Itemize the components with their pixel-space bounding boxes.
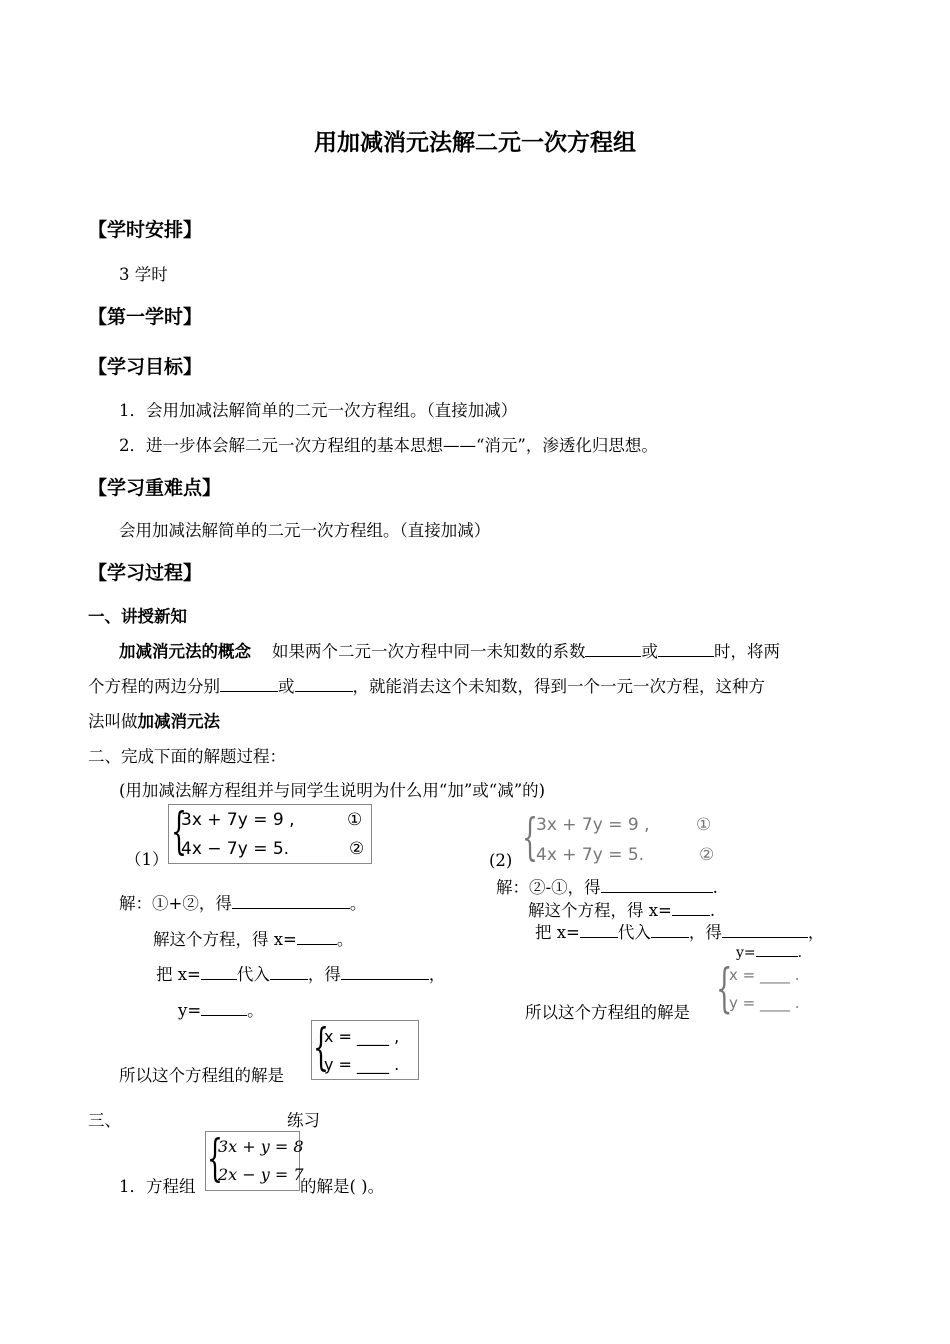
fill-blank[interactable] [756, 943, 798, 957]
step-text: 解这个方程，得 x= [528, 901, 672, 920]
fill-blank[interactable] [201, 963, 237, 980]
equation-3: 3x + 7y = 9 , [536, 815, 650, 835]
answer-y: y = ____ . [324, 1055, 400, 1074]
key-points-text: 会用加减法解简单的二元一次方程组。（直接加减） [119, 521, 491, 540]
problem-2-number: (2) [489, 851, 513, 870]
fill-blank[interactable] [341, 963, 429, 980]
equation-2-mark: ② [349, 839, 365, 859]
equation-system-1 [168, 804, 372, 864]
equation-3-mark: ① [696, 815, 712, 835]
schedule-text: 3 学时 [119, 265, 168, 284]
fill-blank[interactable] [672, 899, 710, 916]
equation-4: 4x + 7y = 5. [536, 845, 645, 865]
fill-blank[interactable] [651, 921, 689, 938]
left-answer-system [311, 1020, 419, 1080]
brace-icon: { [522, 808, 538, 866]
step-text: 解：①+②，得 [119, 894, 232, 913]
left-step-3 [156, 961, 445, 985]
right-conclusion: 所以这个方程组的解是 [525, 1003, 690, 1022]
question-1-prefix: 1．方程组 [119, 1177, 196, 1196]
fill-blank[interactable] [658, 640, 714, 657]
left-step-2 [153, 926, 353, 950]
question-1-eq1: 3x + y = 8 [218, 1137, 304, 1156]
concept-text-5: 法叫做 [88, 712, 138, 731]
step-text: y= [736, 945, 756, 961]
fill-blank[interactable] [297, 928, 337, 945]
brace-icon: { [171, 802, 187, 860]
step-text: 解这个方程，得 x= [153, 930, 297, 949]
fill-blank[interactable] [722, 921, 808, 938]
concept-text-4: ，就能消去这个未知数，得到一个一元一次方程，这种方 [352, 677, 765, 696]
equation-1: 3x + 7y = 9 , [181, 810, 295, 830]
brace-icon: { [313, 1018, 329, 1076]
step-text: 解：②-①，得 [496, 878, 601, 897]
concept-text-2: 时，将两 [713, 642, 780, 661]
key-points-heading: 【学习重难点】 [88, 477, 222, 499]
page-title: 用加减消元法解二元一次方程组 [314, 130, 636, 156]
left-conclusion: 所以这个方程组的解是 [119, 1066, 284, 1085]
right-step-4 [736, 943, 802, 961]
step-text: 。 [336, 930, 354, 949]
concept-text-3: 个方程的两边分别 [88, 677, 220, 696]
step-text: . [712, 878, 718, 897]
concept-term: 加减消元法 [137, 712, 220, 731]
right-step-2 [528, 897, 715, 921]
fill-blank[interactable] [201, 999, 247, 1016]
concept-label: 加减消元法的概念 [119, 642, 251, 661]
right-step-3 [535, 919, 824, 943]
schedule-heading: 【学时安排】 [88, 219, 203, 241]
goal-2: 2．进一步体会解二元一次方程组的基本思想——“消元”，渗透化归思想。 [119, 436, 658, 455]
concept-text-1: 如果两个二元一次方程中同一未知数的系数 [271, 642, 586, 661]
process-heading: 【学习过程】 [88, 562, 203, 584]
step-text: y= [178, 1001, 202, 1020]
fill-blank[interactable] [585, 640, 641, 657]
equation-2: 4x − 7y = 5. [181, 839, 290, 859]
left-step-4 [178, 997, 264, 1021]
step-text: . [797, 945, 803, 961]
brace-icon: { [207, 1129, 223, 1187]
concept-line-1 [119, 638, 780, 662]
brace-icon: { [716, 959, 733, 1019]
left-step-1 [119, 890, 366, 914]
step-text: ， [807, 923, 825, 942]
fill-blank[interactable] [220, 675, 278, 692]
step-text: 把 x= [535, 923, 580, 942]
step-text: 把 x= [156, 965, 201, 984]
fill-blank[interactable] [580, 921, 618, 938]
step-text: 代入 [236, 965, 270, 984]
concept-line-2 [88, 673, 765, 697]
fill-blank[interactable] [270, 963, 308, 980]
goals-heading: 【学习目标】 [88, 356, 203, 378]
part2-instruction: (用加减法解方程组并与同学生说明为什么用“加”或“减”的) [119, 781, 546, 800]
equation-1-mark: ① [347, 810, 363, 830]
concept-line-3 [88, 708, 220, 732]
question-1-system [205, 1129, 304, 1191]
step-text: 代入 [617, 923, 651, 942]
equation-4-mark: ② [699, 845, 715, 865]
part2-heading: 二、完成下面的解题过程： [88, 747, 286, 766]
first-lesson-heading: 【第一学时】 [88, 306, 203, 328]
or-text: 或 [278, 677, 295, 696]
part1-heading: 一、讲授新知 [88, 607, 187, 626]
part3-heading: 三、 [88, 1111, 121, 1130]
step-text: ， [428, 965, 446, 984]
step-text: . [709, 901, 716, 920]
right-answer-x: x = ____ . [729, 966, 800, 984]
step-text: ，得 [307, 965, 341, 984]
question-1-suffix: 的解是( )。 [300, 1177, 385, 1196]
question-1-eq2: 2x − y = 7 [218, 1165, 304, 1184]
goal-1: 1．会用加减法解简单的二元一次方程组。（直接加减） [119, 401, 518, 420]
fill-blank[interactable] [601, 876, 713, 893]
fill-blank[interactable] [295, 675, 353, 692]
step-text: 。 [247, 1001, 264, 1020]
or-text: 或 [641, 642, 658, 661]
answer-x: x = ____ , [324, 1027, 400, 1046]
part3-heading-2: 练习 [287, 1111, 320, 1130]
step-text: 。 [349, 894, 367, 913]
step-text: ，得 [688, 923, 722, 942]
problem-1-number: （1） [125, 850, 169, 869]
right-step-1 [496, 874, 718, 898]
right-answer-y: y = ____ . [729, 994, 800, 1012]
fill-blank[interactable] [232, 892, 350, 909]
